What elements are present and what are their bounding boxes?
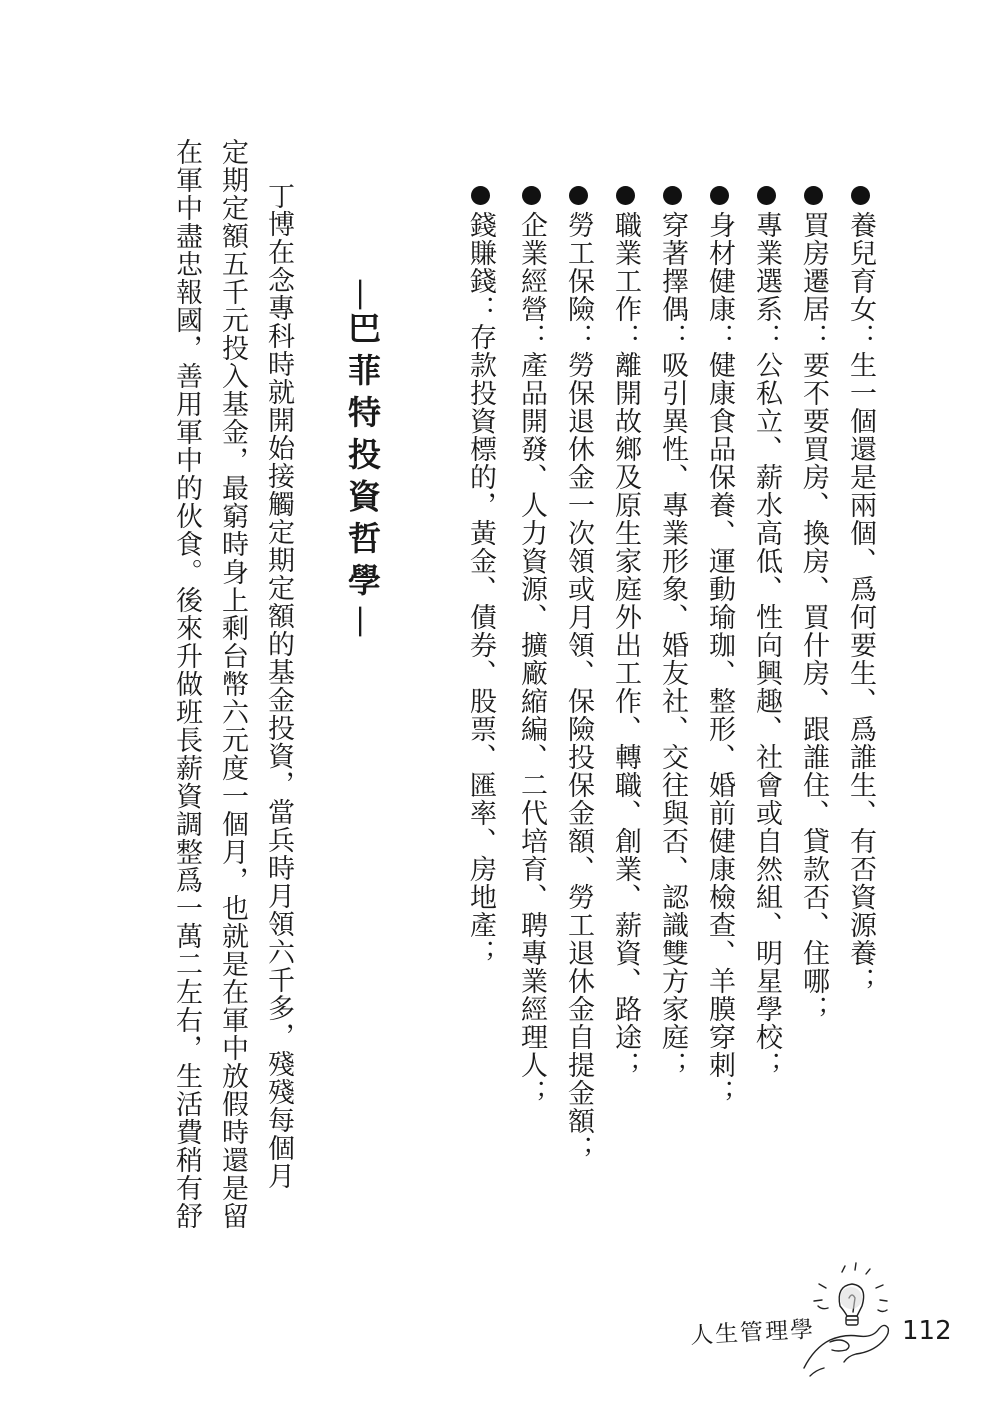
list-item-label: 身材健康 [704, 211, 735, 323]
list-item-label: 勞工保險 [563, 211, 594, 323]
list-item-text: 產品開發、人力資源、擴廠縮編、二代培育、聘專業經理人； [516, 351, 547, 1107]
bullet-icon [757, 186, 776, 205]
bullet-icon [804, 186, 823, 205]
heading-dash: — [343, 278, 382, 311]
list-item-label: 穿著擇偶 [657, 211, 688, 323]
page-number: 112 [902, 1316, 952, 1346]
bullet-icon [616, 186, 635, 205]
list-item [509, 186, 553, 1107]
list-item-text: 要不要買房、換房、買什房、跟誰住、貸款否、住哪； [798, 351, 829, 1023]
bullet-icon [522, 186, 541, 205]
list-item-sep: ： [751, 323, 782, 351]
list-item [603, 186, 647, 1079]
bullet-icon [710, 186, 729, 205]
list-item-sep: ： [516, 323, 547, 351]
list-item-text: 健康食品保養、運動瑜珈、整形、婚前健康檢查、羊膜穿刺； [704, 351, 735, 1107]
list-item-text: 生一個還是兩個、爲何要生、爲誰生、有否資源養； [845, 351, 876, 995]
list-item-sep: ： [610, 323, 641, 351]
bullet-icon [851, 186, 870, 205]
section-heading [340, 278, 384, 638]
paragraph-line: 丁博在念專科時就開始接觸定期定額的基金投資，當兵時月領六千多，殘殘每個月 [263, 182, 294, 1190]
list-item-label: 企業經營 [516, 211, 547, 323]
list-item [838, 186, 882, 995]
list-item-sep: ： [845, 323, 876, 351]
list-item-sep: ： [657, 323, 688, 351]
list-item-sep: ： [704, 323, 735, 351]
lightbulb-hand-icon [800, 1258, 900, 1383]
list-item [744, 186, 788, 1079]
list-item-text: 存款投資標的，黃金、債券、股票、匯率、房地產； [465, 323, 496, 967]
book-title: 人生管理學 [689, 1316, 816, 1350]
heading-dash: — [343, 605, 382, 638]
bullet-icon [569, 186, 588, 205]
list-item-text: 吸引異性、專業形象、婚友社、交往與否、認識雙方家庭； [657, 351, 688, 1079]
list-item [556, 186, 600, 1163]
list-item-sep: ： [798, 323, 829, 351]
list-item-label: 職業工作 [610, 211, 641, 323]
paragraph-line: 在軍中盡忠報國，善用軍中的伙食。後來升做班長薪資調整爲一萬二左右，生活費稍有舒 [171, 138, 202, 1230]
list-item [791, 186, 835, 1023]
list-item-text: 公私立、薪水高低、性向興趣、社會或自然組、明星學校； [751, 351, 782, 1079]
list-item-label: 錢賺錢 [465, 211, 496, 295]
list-item-label: 專業選系 [751, 211, 782, 323]
list-item-sep: ： [465, 295, 496, 323]
list-item [697, 186, 741, 1107]
section-title: 巴菲特投資哲學 [343, 311, 382, 605]
list-item [650, 186, 694, 1079]
list-item-label: 買房遷居 [798, 211, 829, 323]
list-item-text: 勞保退休金一次領或月領、保險投保金額、勞工退休金自提金額； [563, 351, 594, 1163]
bullet-icon [663, 186, 682, 205]
paragraph-line: 定期定額五千元投入基金，最窮時身上剩台幣六元度一個月，也就是在軍中放假時還是留 [217, 138, 248, 1230]
list-item-sep: ： [563, 323, 594, 351]
list-item [458, 186, 502, 967]
bullet-icon [471, 186, 490, 205]
list-item-label: 養兒育女 [845, 211, 876, 323]
list-item-text: 離開故鄉及原生家庭外出工作、轉職、創業、薪資、路途； [610, 351, 641, 1079]
